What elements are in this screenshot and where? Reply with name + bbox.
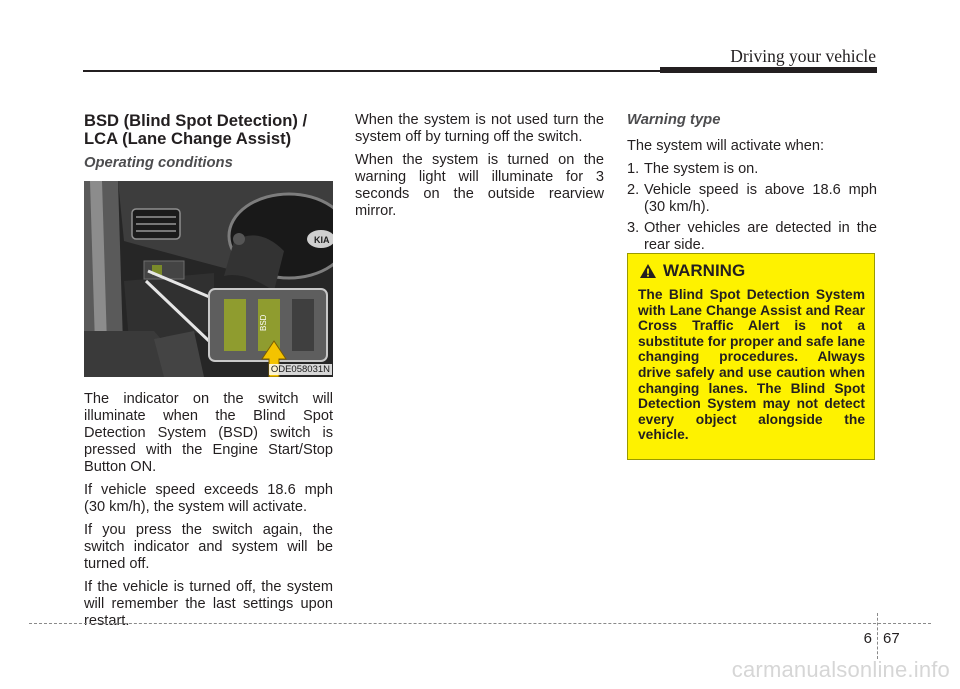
figure-code: ODE058031N — [270, 364, 330, 375]
paragraph: When the system is turned on the warning light will illuminate for 3 seconds on the outside rearview mirror. — [355, 152, 604, 219]
list-item — [627, 220, 877, 254]
column-middle — [355, 112, 604, 226]
paragraph: If vehicle speed exceeds 18.6 mph (30 km/h), the system will activate. — [84, 482, 333, 515]
section-title: BSD (Blind Spot Detection) / LCA (Lane Change Assist) — [84, 111, 308, 148]
header-rule-bar — [660, 67, 877, 73]
list-number: 3. — [627, 220, 640, 236]
warning-triangle-icon — [639, 263, 657, 279]
warning-box — [627, 253, 875, 460]
list-number: 1. — [627, 161, 640, 177]
list-number: 2. — [627, 182, 640, 198]
running-header: Driving your vehicle — [730, 46, 876, 66]
activation-list — [627, 161, 877, 254]
column-left — [84, 112, 333, 636]
page-number-divider — [877, 613, 878, 659]
warning-header — [638, 261, 865, 281]
paragraph: If the vehicle is turned off, the system will remember the last settings upon restart. — [84, 579, 333, 629]
subheading-warning-type: Warning type — [627, 112, 721, 128]
list-text: The system is on. — [644, 161, 759, 177]
warning-text: The Blind Spot Detection System with Lane Change Assist and Rear Cross Traffic Alert is not a substitute for proper and safe lane changing procedures. Always drive safely and use caution when changing lanes. The Blind Spot Detection System may not detect every object alongside the vehicle. — [638, 287, 865, 443]
svg-text:BSD: BSD — [259, 314, 268, 331]
dashboard-illustration — [84, 181, 333, 377]
footer-rule — [29, 623, 931, 624]
page-number: 67 — [883, 630, 900, 647]
column-right — [627, 112, 877, 258]
list-item — [627, 182, 877, 216]
subheading-operating-conditions: Operating conditions — [84, 155, 233, 171]
watermark: carmanualsonline.info — [731, 657, 950, 682]
list-text: Other vehicles are detected in the rear side. — [644, 220, 877, 253]
svg-text:KIA: KIA — [314, 235, 330, 245]
paragraph: If you press the switch again, the switch indicator and system will be turned off. — [84, 522, 333, 572]
paragraph: The indicator on the switch will illuminate when the Blind Spot Detection System (BSD) switch is pressed with the Engine Start/Stop Button ON. — [84, 391, 333, 475]
paragraph: When the system is not used turn the system off by turning off the switch. — [355, 112, 604, 145]
chapter-number: 6 — [863, 630, 872, 647]
list-intro: The system will activate when: — [627, 138, 825, 154]
list-item — [627, 161, 877, 178]
warning-title: WARNING — [663, 261, 746, 280]
bsd-switch-figure — [84, 181, 333, 377]
list-text: Vehicle speed is above 18.6 mph (30 km/h). — [644, 182, 877, 215]
header-rule — [83, 70, 660, 72]
